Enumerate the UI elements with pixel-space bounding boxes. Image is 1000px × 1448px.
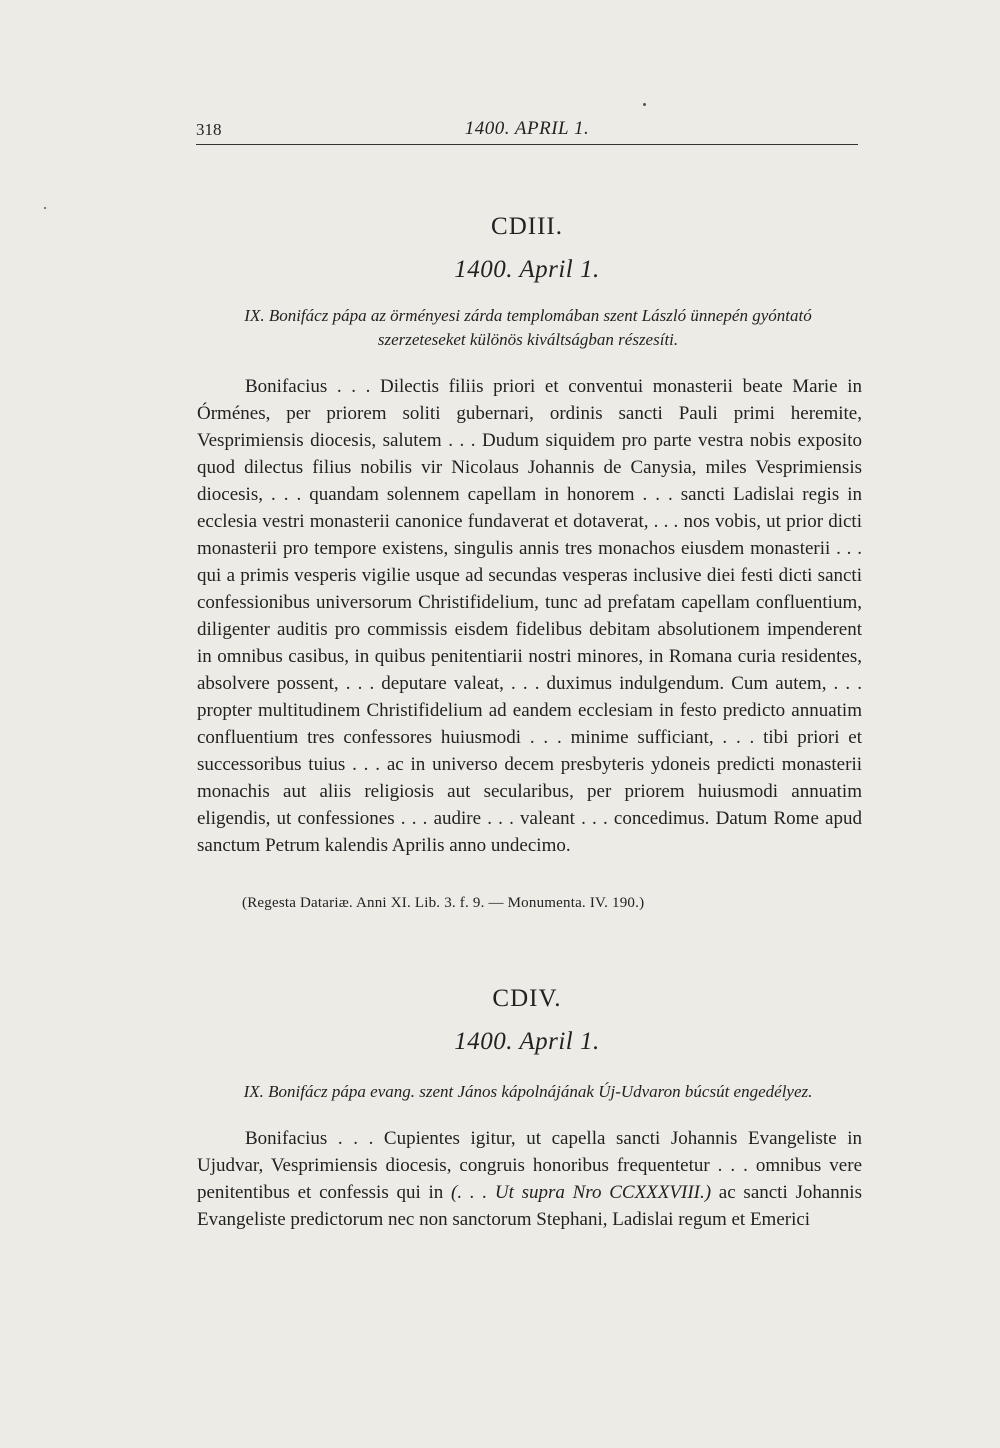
document-number: CDIV.: [492, 985, 562, 1012]
document-body: [197, 1125, 862, 1233]
running-title: 1400. APRIL 1.: [464, 118, 590, 139]
document-date: 1400. April 1.: [454, 256, 600, 283]
document-number: CDIII.: [491, 213, 563, 240]
print-speck: [44, 207, 46, 209]
body-text-end: ac sancti Johannis Evangeliste predictorum nec non sanctorum Stephani, Ladislai regum et Emerici: [197, 1182, 862, 1230]
document-summary: IX. Bonifácz pápa az örményesi zárda templomában szent László ünnepén gyóntató szerzeteseket különös kiváltságban részesíti.: [244, 306, 812, 349]
page-number: 318: [196, 120, 222, 139]
print-speck: [643, 103, 646, 106]
document-body: Bonifacius . . . Dilectis filiis priori et conventui monasterii beate Marie in Órménes, per priorem soliti gubernari, ordinis sancti Pauli primi heremite, Vesprimiensis diocesis, salutem . . . Dudum siquidem pro parte vestra nobis exposito quod dilectus filius nobilis vir Nicolaus Johannis de Canysia, miles Vesprimiensis diocesis, . . . quandam solennem capellam in honorem . . . sancti Ladislai regis in ecclesia vestri monasterii canonice fundaverat et dotaverat, . . . nos vobis, ut prior dicti monasterii pro tempore existens, singulis annis tres monachos eiusdem monasterii . . . qui a primis vesperis vigilie usque ad secundas vesperas inclusive diei festi dicti sancti confessionibus universorum Christifidelium, tunc ad prefatam capellam confluentium, diligenter auditis pro commissis eisdem fidelibus debitam absolutionem impenderent in omnibus casibus, in quibus penitentiarii nostri minores, in Romana curia residentes, absolvere possent, . . . deputare valeat, . . . duximus indulgendum. Cum autem, . . . propter multitudinem Christifidelium ad eandem ecclesiam in festo predicto annuatim confluentium tres confessores huiusmodi . . . minime sufficiant, . . . tibi priori et successoribus tuius . . . ac in universo decem presbyteris ydoneis predicti monasterii monachis aut aliis religiosis aut secularibus, per priorem huiusmodi annuatim eligendis, ut confessiones . . . audire . . . valeant . . . concedimus. Datum Rome apud sanctum Petrum kalendis Aprilis anno undecimo.: [197, 376, 862, 856]
document-summary: IX. Bonifácz pápa evang. szent János kápolnájának Új-Udvaron búcsút engedélyez.: [243, 1082, 813, 1101]
source-citation: (Regesta Datariæ. Anni XI. Lib. 3. f. 9. — Monumenta. IV. 190.): [242, 895, 645, 911]
document-date: 1400. April 1.: [454, 1028, 600, 1055]
running-head: [196, 118, 858, 145]
body-text-start: Bonifacius . . . Cupientes igitur, ut capella sancti Johannis Evangeliste in Ujudvar, Vesprimiensis diocesis, congruis honoribus frequentetur . . . omnibus vere penitentibus et confessis qui in: [197, 1128, 862, 1203]
cross-reference: (. . . Ut supra Nro CCXXXVIII.): [451, 1182, 712, 1203]
